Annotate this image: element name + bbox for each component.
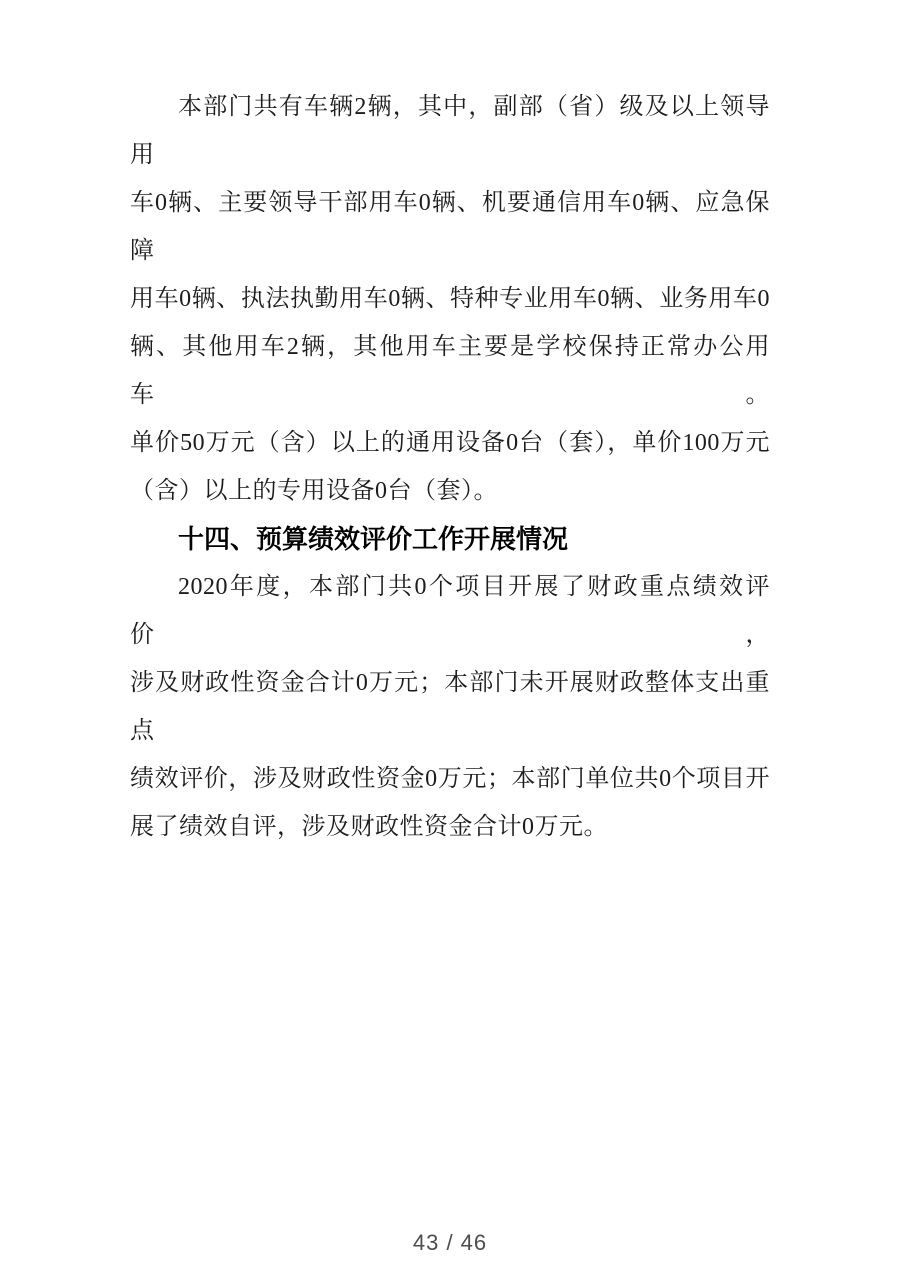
section-heading: 十四、预算绩效评价工作开展情况 <box>178 524 569 554</box>
body-text-line: （含）以上的专用设备0台（套）。 <box>130 478 498 504</box>
page-number: 43 / 46 <box>412 1230 488 1255</box>
paragraph-vehicles <box>130 83 770 515</box>
body-text-line: 本部门共有车辆2辆，其中，副部（省）级及以上领导用 <box>130 94 770 168</box>
body-text-line: 辆、其他用车2辆，其他用车主要是学校保持正常办公用车。 <box>130 334 770 408</box>
body-text-line: 绩效评价，涉及财政性资金0万元；本部门单位共0个项目开 <box>130 766 770 792</box>
body-text-line: 单价50万元（含）以上的通用设备0台（套），单价100万元 <box>130 430 770 456</box>
body-text-line: 展了绩效自评，涉及财政性资金合计0万元。 <box>130 814 608 840</box>
body-text-line: 用车0辆、执法执勤用车0辆、特种专业用车0辆、业务用车0 <box>130 286 770 312</box>
document-content <box>130 83 770 851</box>
paragraph-performance <box>130 563 770 851</box>
body-text-line: 车0辆、主要领导干部用车0辆、机要通信用车0辆、应急保障 <box>130 190 770 264</box>
page-footer <box>0 1228 900 1258</box>
body-text-line: 涉及财政性资金合计0万元；本部门未开展财政整体支出重点 <box>130 670 770 744</box>
body-text-line: 2020年度，本部门共0个项目开展了财政重点绩效评价， <box>130 574 770 648</box>
